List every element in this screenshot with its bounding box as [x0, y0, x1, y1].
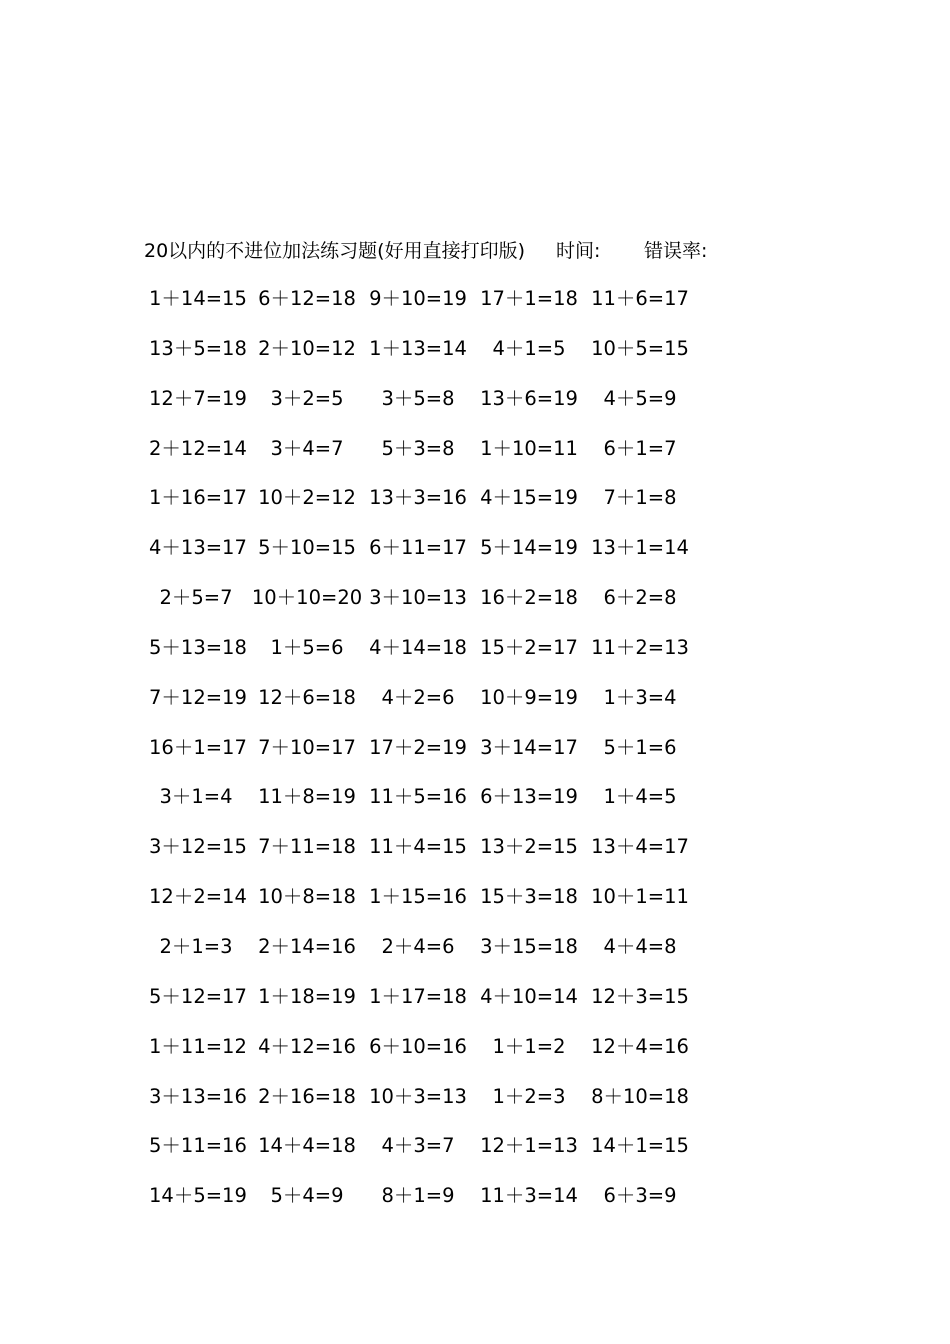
- problem-item: 4＋5=9: [603, 386, 677, 410]
- problem-item: 4＋13=17: [149, 536, 247, 560]
- problem-item: 4＋15=19: [480, 486, 578, 510]
- problem-item: 10＋10=20: [251, 586, 363, 610]
- problem-row: [149, 1034, 709, 1084]
- problem-item: 1＋13=14: [369, 336, 467, 360]
- problem-row: [149, 635, 709, 685]
- problem-item: 6＋1=7: [603, 436, 677, 460]
- problem-item: 10＋1=11: [591, 885, 689, 909]
- problem-row: [149, 934, 709, 984]
- problem-item: 5＋10=15: [258, 536, 356, 560]
- problem-item: 5＋13=18: [149, 635, 247, 659]
- problem-item: 12＋4=16: [591, 1034, 689, 1058]
- problem-item: 8＋10=18: [591, 1084, 689, 1108]
- problem-item: 3＋15=18: [480, 934, 578, 958]
- problem-row: [149, 784, 709, 834]
- problem-item: 6＋13=19: [480, 785, 578, 809]
- problem-item: 1＋2=3: [492, 1084, 566, 1108]
- problem-item: 1＋16=17: [149, 486, 247, 510]
- problem-item: 10＋8=18: [258, 885, 356, 909]
- problem-row: [149, 884, 709, 934]
- problem-row: [149, 1133, 709, 1183]
- problem-item: 11＋3=14: [480, 1184, 578, 1208]
- problem-item: 15＋2=17: [480, 635, 578, 659]
- problem-item: 9＋10=19: [369, 287, 467, 310]
- problem-item: 11＋2=13: [591, 635, 689, 659]
- problem-item: 8＋1=9: [381, 1184, 455, 1208]
- problem-item: 11＋4=15: [369, 835, 467, 859]
- problem-item: 4＋1=5: [492, 336, 566, 360]
- problem-item: 1＋1=2: [492, 1034, 566, 1058]
- problem-item: 1＋4=5: [603, 785, 677, 809]
- problem-item: 3＋12=15: [149, 835, 247, 859]
- problem-item: 13＋1=14: [591, 536, 689, 560]
- problem-row: [149, 386, 709, 436]
- problem-row: [149, 735, 709, 785]
- problem-item: 7＋11=18: [258, 835, 356, 859]
- problem-item: 1＋17=18: [369, 984, 467, 1008]
- time-label: 时间:: [556, 240, 601, 262]
- problem-item: 7＋12=19: [149, 685, 247, 709]
- problem-row: [149, 834, 709, 884]
- problem-item: 1＋15=16: [369, 885, 467, 909]
- problem-item: 12＋6=18: [258, 685, 356, 709]
- problem-item: 4＋10=14: [480, 984, 578, 1008]
- problem-item: 13＋3=16: [369, 486, 467, 510]
- problem-item: 14＋5=19: [149, 1184, 247, 1208]
- problem-item: 6＋11=17: [369, 536, 467, 560]
- problem-item: 10＋9=19: [480, 685, 578, 709]
- problem-item: 2＋4=6: [381, 934, 455, 958]
- problem-item: 13＋2=15: [480, 835, 578, 859]
- worksheet-title: 20以内的不进位加法练习题(好用直接打印版): [144, 240, 526, 262]
- problem-item: 3＋1=4: [159, 785, 233, 809]
- problem-item: 2＋1=3: [159, 934, 233, 958]
- problem-item: 1＋14=15: [149, 287, 247, 310]
- problem-item: 11＋6=17: [591, 287, 689, 310]
- problem-item: 3＋10=13: [369, 586, 467, 610]
- problem-item: 3＋5=8: [381, 386, 455, 410]
- problem-item: 5＋1=6: [603, 735, 677, 759]
- problem-item: 12＋2=14: [149, 885, 247, 909]
- problem-row: [149, 585, 709, 635]
- problem-item: 6＋10=16: [369, 1034, 467, 1058]
- problem-item: 13＋5=18: [149, 336, 247, 360]
- problem-item: 3＋14=17: [480, 735, 578, 759]
- problem-row: [149, 485, 709, 535]
- problem-item: 1＋11=12: [149, 1034, 247, 1058]
- problem-item: 5＋3=8: [381, 436, 455, 460]
- problem-item: 7＋10=17: [258, 735, 356, 759]
- problem-item: 12＋3=15: [591, 984, 689, 1008]
- problem-item: 5＋4=9: [270, 1184, 344, 1208]
- problem-row: [149, 984, 709, 1034]
- problem-item: 10＋5=15: [591, 336, 689, 360]
- problem-item: 6＋2=8: [603, 586, 677, 610]
- problem-item: 2＋10=12: [258, 336, 356, 360]
- problem-item: 7＋1=8: [603, 486, 677, 510]
- problem-item: 12＋1=13: [480, 1134, 578, 1158]
- problem-row: [149, 286, 709, 336]
- problem-item: 11＋8=19: [258, 785, 356, 809]
- problem-row: [149, 436, 709, 486]
- problem-item: 13＋6=19: [480, 386, 578, 410]
- problem-item: 17＋2=19: [369, 735, 467, 759]
- problem-item: 6＋12=18: [258, 287, 356, 310]
- problem-item: 16＋2=18: [480, 586, 578, 610]
- problem-item: 12＋7=19: [149, 386, 247, 410]
- problem-item: 2＋5=7: [159, 586, 233, 610]
- problem-item: 4＋12=16: [258, 1034, 356, 1058]
- error-rate-label: 错误率:: [644, 240, 708, 262]
- problem-item: 4＋3=7: [381, 1134, 455, 1158]
- problem-item: 10＋2=12: [258, 486, 356, 510]
- problem-row: [149, 685, 709, 735]
- problem-item: 14＋4=18: [258, 1134, 356, 1158]
- problem-item: 5＋12=17: [149, 984, 247, 1008]
- problem-item: 16＋1=17: [149, 735, 247, 759]
- problem-item: 5＋14=19: [480, 536, 578, 560]
- problem-item: 3＋13=16: [149, 1084, 247, 1108]
- problem-item: 1＋3=4: [603, 685, 677, 709]
- problem-item: 2＋12=14: [149, 436, 247, 460]
- problem-item: 4＋4=8: [603, 934, 677, 958]
- problem-item: 10＋3=13: [369, 1084, 467, 1108]
- problem-row: [149, 1183, 709, 1233]
- problem-row: [149, 535, 709, 585]
- problem-item: 13＋4=17: [591, 835, 689, 859]
- problem-item: 6＋3=9: [603, 1184, 677, 1208]
- problem-item: 2＋16=18: [258, 1084, 356, 1108]
- problem-item: 3＋4=7: [270, 436, 344, 460]
- problem-item: 11＋5=16: [369, 785, 467, 809]
- problem-grid: [149, 286, 709, 1233]
- problem-item: 14＋1=15: [591, 1134, 689, 1158]
- problem-row: [149, 336, 709, 386]
- problem-item: 4＋14=18: [369, 635, 467, 659]
- problem-item: 1＋10=11: [480, 436, 578, 460]
- worksheet-header: [144, 236, 764, 266]
- problem-row: [149, 1084, 709, 1134]
- problem-item: 4＋2=6: [381, 685, 455, 709]
- problem-item: 1＋18=19: [258, 984, 356, 1008]
- problem-item: 15＋3=18: [480, 885, 578, 909]
- problem-item: 1＋5=6: [270, 635, 344, 659]
- problem-item: 2＋14=16: [258, 934, 356, 958]
- problem-item: 17＋1=18: [480, 287, 578, 310]
- problem-item: 5＋11=16: [149, 1134, 247, 1158]
- problem-item: 3＋2=5: [270, 386, 344, 410]
